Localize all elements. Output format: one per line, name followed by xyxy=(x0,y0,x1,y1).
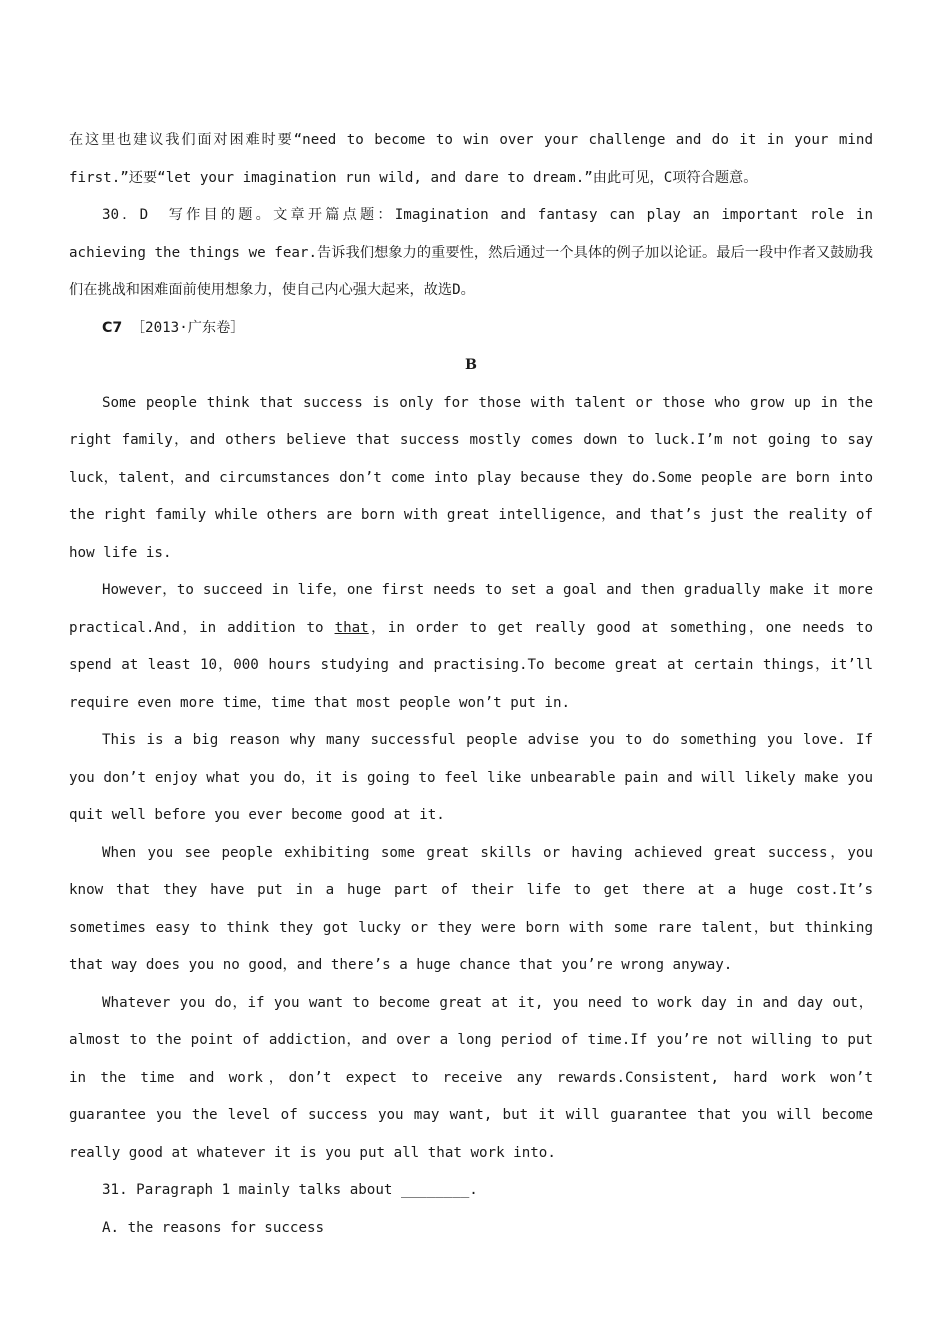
passage-paragraph-5: Whatever you do，if you want to become great at it, you need to work day in and day out，almost to the point of addiction，and over a long period of time.If you’re not willing to put in the time and work，don’t expect to receive any rewards.Consistent, hard work won’t guarantee you the level of success you may want, but it will guarantee that you will become really good at whatever it is you put all that work into. xyxy=(69,994,873,1161)
paragraph-2-text-after: ，in order to get really good at something，one needs to spend at least 10，000 hours studying and practising.To become great at certain things，it’ll require even more time，time that most people won’t put in. xyxy=(69,619,873,711)
passage-paragraph-3: This is a big reason why many successful people advise you to do something you love. If you don’t enjoy what you do，it is going to feel like unbearable pain and will likely make you quit well before you ever become good at it. xyxy=(69,732,873,823)
question-31: 31. Paragraph 1 mainly talks about ________. xyxy=(102,1182,478,1198)
passage-paragraph-2 xyxy=(69,572,873,722)
passage-paragraph-4: When you see people exhibiting some great skills or having achieved great success，you know that they have put in a huge part of their life to get there at a huge cost.It’s sometimes easy to think they got lucky or they were born with some rare talent，but thinking that way does you no good，and there’s a huge chance that you’re wrong anyway. xyxy=(69,844,873,973)
passage-paragraph-1: Some people think that success is only for those with talent or those who grow up in the right family，and others believe that success mostly comes down to luck.I’m not going to say luck，talent，and circumstances don’t come into play because they do.Some people are born into the right family while others are born with great intelligence，and that’s just the reality of how life is. xyxy=(69,394,873,561)
paragraph-2-text-before: However，to succeed in life，one first needs to set a goal and then gradually make it more practical.And，in addition to xyxy=(69,582,873,636)
question-31-option-a: A. the reasons for success xyxy=(102,1219,325,1236)
section-header xyxy=(69,310,873,348)
passage-title: B xyxy=(465,357,477,373)
section-code: C7 xyxy=(102,319,123,336)
section-source: ［2013·广东卷］ xyxy=(130,319,245,336)
answer-explanation-q30: 30．D 写作目的题。文章开篇点题：Imagination and fantasy can play an important role in achieving the things we fear.告诉我们想象力的重要性，然后通过一个具体的例子加以论证。最后一段中作者又鼓励我们在挑战和困难面前使用想象力，使自己内心强大起来，故选D。 xyxy=(69,207,873,298)
answer-explanation-continued: 在这里也建议我们面对困难时要“need to become to win over your challenge and do it in your mind first.”还要“let your imagination run wild, and dare to dream.”由此可见，C项符合题意。 xyxy=(69,132,873,186)
underlined-word: that xyxy=(334,619,369,636)
document-page xyxy=(69,122,873,1247)
